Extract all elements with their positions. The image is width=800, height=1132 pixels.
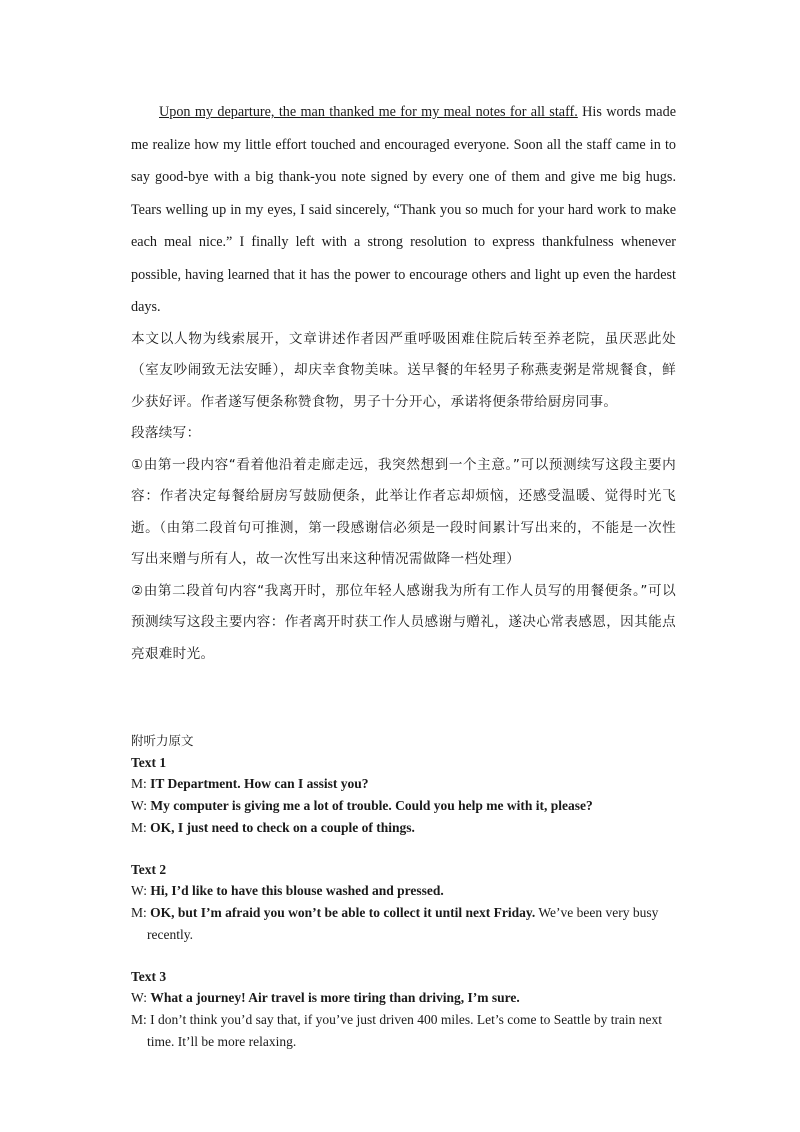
document-page: [131, 96, 676, 1053]
analysis-summary: 本文以人物为线索展开，文章讲述作者因严重呼吸困难住院后转至养老院，虽厌恶此处（室友吵闹致无法安睡），却庆幸食物美味。送早餐的年轻男子称燕麦粥是常规餐食，鲜少获好评。作者遂写便条称赞食物，男子十分开心，承诺将便条带给厨房同事。: [131, 330, 676, 410]
analysis-point-2: ②由第二段首句内容“我离开时，那位年轻人感谢我为所有工作人员写的用餐便条。”可以预测续写这段主要内容：作者离开时获工作人员感谢与赠礼，遂决心常表感恩，因其能点亮艰难时光。: [131, 582, 676, 662]
listening-text-1: [131, 752, 676, 839]
text-title: Text 3: [131, 969, 167, 984]
dialogue-line: M: OK, but I’m afraid you won’t be able to collect it until next Friday. We’ve been very busy recently.: [131, 905, 659, 942]
essay-paragraph: [131, 96, 676, 324]
dialogue-line: W: Hi, I’d like to have this blouse washed and pressed.: [131, 883, 444, 898]
dialogue-line: W: My computer is giving me a lot of trouble. Could you help me with it, please?: [131, 798, 593, 813]
text-title: Text 1: [131, 755, 167, 770]
essay-underlined-sentence: Upon my departure, the man thanked me for my meal notes for all staff.: [159, 104, 578, 120]
listening-heading: 附听力原文: [131, 733, 194, 748]
dialogue-line: M: I don’t think you’d say that, if you’ve just driven 400 miles. Let’s come to Seattle by train next time. It’ll be more relaxing.: [131, 1012, 663, 1049]
listening-text-2: [131, 859, 676, 946]
essay-rest: His words made me realize how my little effort touched and encouraged everyone. Soon all the staff came in to say good-bye with a big thank-you note signed by every one of them and give me big hugs. Tears welling up in my eyes, I said sincerely, “Thank you so much for your hard work to make each meal nice.” I finally left with a strong resolution to express thankfulness whenever possible, having learned that it has the power to encourage others and light up even the hardest days.: [131, 104, 676, 315]
dialogue-line: W: What a journey! Air travel is more tiring than driving, I’m sure.: [131, 990, 520, 1005]
dialogue-line: M: IT Department. How can I assist you?: [131, 776, 369, 791]
text-title: Text 2: [131, 862, 167, 877]
analysis-heading: 段落续写：: [131, 425, 201, 441]
analysis-point-1: ①由第一段内容“看着他沿着走廊走远，我突然想到一个主意。”可以预测续写这段主要内容：作者决定每餐给厨房写鼓励便条，此举让作者忘却烦恼，还感受温暖、觉得时光飞逝。（由第二段首句可推测，第一段感谢信必须是一段时间累计写出来的，不能是一次性写出来赠与所有人，故一次性写出来这种情况需做降一档处理）: [131, 456, 676, 567]
dialogue-line: M: OK, I just need to check on a couple of things.: [131, 820, 415, 835]
listening-text-3: [131, 966, 676, 1053]
